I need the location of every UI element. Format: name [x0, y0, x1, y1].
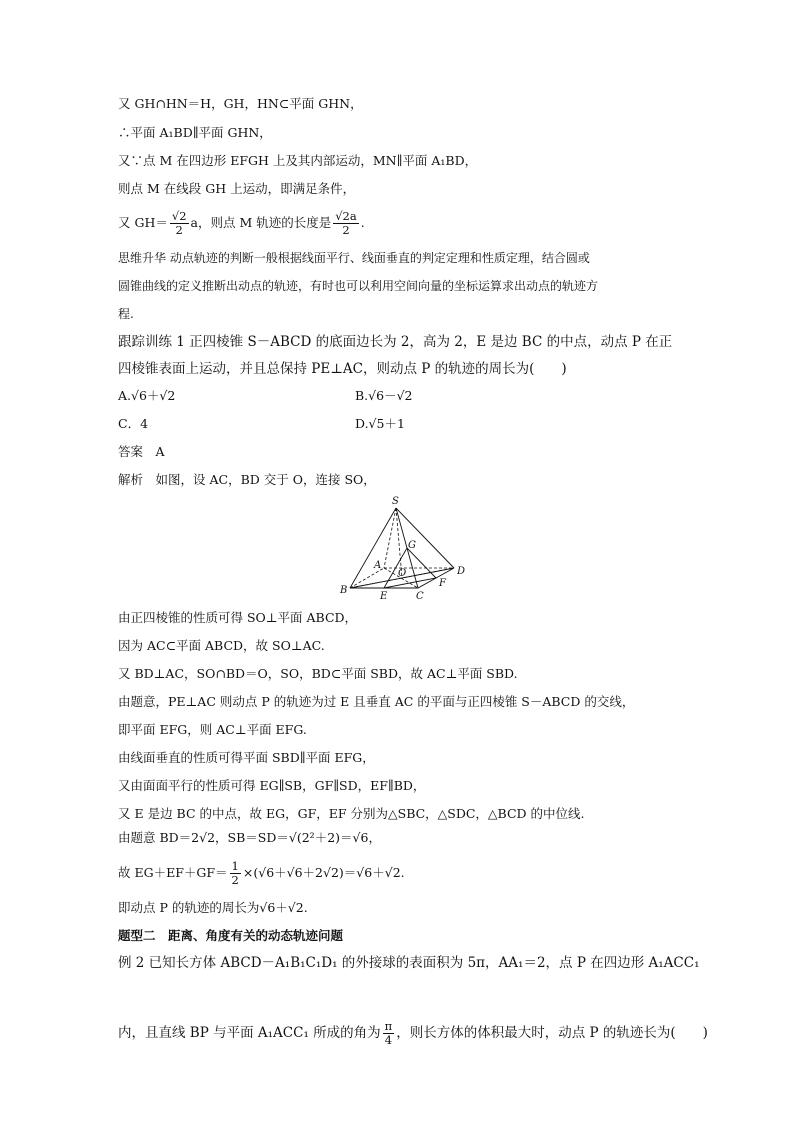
text-fragment: ，则长方体的体积最大时，动点 P 的轨迹长为( )	[396, 1025, 708, 1041]
label-a: A	[374, 560, 382, 571]
fraction-numerator: √2	[171, 209, 187, 223]
text-line: 又∵点 M 在四边形 EFGH 上及其内部运动，MN∥平面 A₁BD，	[118, 153, 478, 168]
fraction-numerator: √2a	[335, 209, 357, 223]
label-e: E	[380, 591, 388, 602]
fraction	[230, 860, 241, 887]
text-line: 即动点 P 的轨迹的周长为√6＋√2.	[118, 900, 308, 915]
edge-line	[350, 508, 396, 588]
text-line: 因为 AC⊂平面 ABCD，故 SO⊥AC.	[118, 638, 325, 653]
example-angle-line	[118, 1020, 708, 1047]
perimeter-sum-line	[118, 860, 405, 887]
text-fragment: 又 GH＝	[118, 215, 168, 230]
fraction-denominator: 2	[175, 223, 183, 237]
example-line: 例 2 已知长方体 ABCD－A₁B₁C₁D₁ 的外接球的表面积为 5π，AA₁＝2，点 P 在四边形 A₁ACC₁	[118, 955, 700, 971]
label-o: O	[398, 568, 407, 579]
choice-a: A.√6＋√2	[118, 388, 176, 403]
text-fragment: ×(√6＋√6＋2√2)＝√6＋√2.	[242, 865, 405, 880]
text-line: 则点 M 在线段 GH 上运动，即满足条件，	[118, 181, 356, 196]
fraction-denominator: 4	[384, 1033, 393, 1047]
text-line: 由线面垂直的性质可得平面 SBD∥平面 EFG，	[118, 750, 375, 765]
text-line: 又 BD⊥AC，SO∩BD＝O，SO，BD⊂平面 SBD，故 AC⊥平面 SBD.	[118, 666, 518, 681]
text-fragment: .	[360, 215, 365, 230]
fraction	[383, 1020, 395, 1047]
exercise-line: 跟踪训练 1 正四棱锥 S－ABCD 的底面边长为 2，高为 2，E 是边 BC 的中点，动点 P 在正	[118, 334, 673, 350]
pyramid-figure	[336, 494, 486, 604]
label-f: F	[439, 578, 446, 589]
text-line: 又由面面平行的性质可得 EG∥SB，GF∥SD，EF∥BD，	[118, 778, 426, 793]
section-heading: 题型二 距离、角度有关的动态轨迹问题	[118, 928, 344, 943]
text-line: ∴平面 A₁BD∥平面 GHN，	[118, 125, 272, 140]
fraction	[170, 210, 189, 237]
exercise-line: 四棱锥表面上运动，并且总保持 PE⊥AC，则动点 P 的轨迹的周长为( )	[118, 361, 567, 377]
answer-line: 答案 A	[118, 444, 165, 459]
label-s: S	[392, 496, 399, 507]
analysis-line: 解析 如图，设 AC，BD 交于 O，连接 SO，	[118, 472, 376, 487]
fraction	[333, 210, 359, 237]
text-line: 又 GH∩HN＝H，GH，HN⊂平面 GHN，	[118, 96, 363, 111]
label-c: C	[416, 591, 424, 602]
text-fragment: 内，且直线 BP 与平面 A₁ACC₁ 所成的角为	[118, 1025, 381, 1041]
summary-line: 圆锥曲线的定义推断出动点的轨迹，有时也可以利用空间向量的坐标运算求出动点的轨迹方	[118, 279, 599, 293]
text-fragment: 故 EG＋EF＋GF＝	[118, 865, 228, 880]
text-line: 由题意 BD＝2√2，SB＝SD＝√(2²＋2)＝√6，	[118, 830, 381, 845]
fraction-numerator: 1	[231, 859, 239, 873]
choice-c: C．4	[118, 416, 149, 431]
choice-d: D.√5＋1	[355, 416, 405, 431]
edge-line	[384, 508, 396, 568]
text-fragment: a，则点 M 轨迹的长度是	[190, 215, 332, 230]
label-g: G	[408, 540, 416, 551]
label-b: B	[340, 585, 348, 596]
summary-line: 程.	[118, 307, 134, 321]
label-d: D	[457, 566, 466, 577]
summary-line: 思维升华 动点轨迹的判断一般根据线面平行、线面垂直的判定定理和性质定理，结合圆或	[118, 251, 590, 265]
fraction-denominator: 2	[342, 223, 350, 237]
text-line: 由题意，PE⊥AC 则动点 P 的轨迹为过 E 且垂直 AC 的平面与正四棱锥 S－ABCD 的交线，	[118, 694, 635, 709]
gh-length-line	[118, 210, 365, 237]
text-line: 即平面 EFG，则 AC⊥平面 EFG.	[118, 722, 307, 737]
fraction-denominator: 2	[231, 873, 239, 887]
fraction-numerator: π	[384, 1019, 393, 1033]
text-line: 由正四棱锥的性质可得 SO⊥平面 ABCD，	[118, 610, 358, 625]
text-line: 又 E 是边 BC 的中点，故 EG，GF，EF 分别为△SBC，△SDC，△BCD 的中位线.	[118, 806, 585, 821]
choice-b: B.√6－√2	[355, 388, 413, 403]
